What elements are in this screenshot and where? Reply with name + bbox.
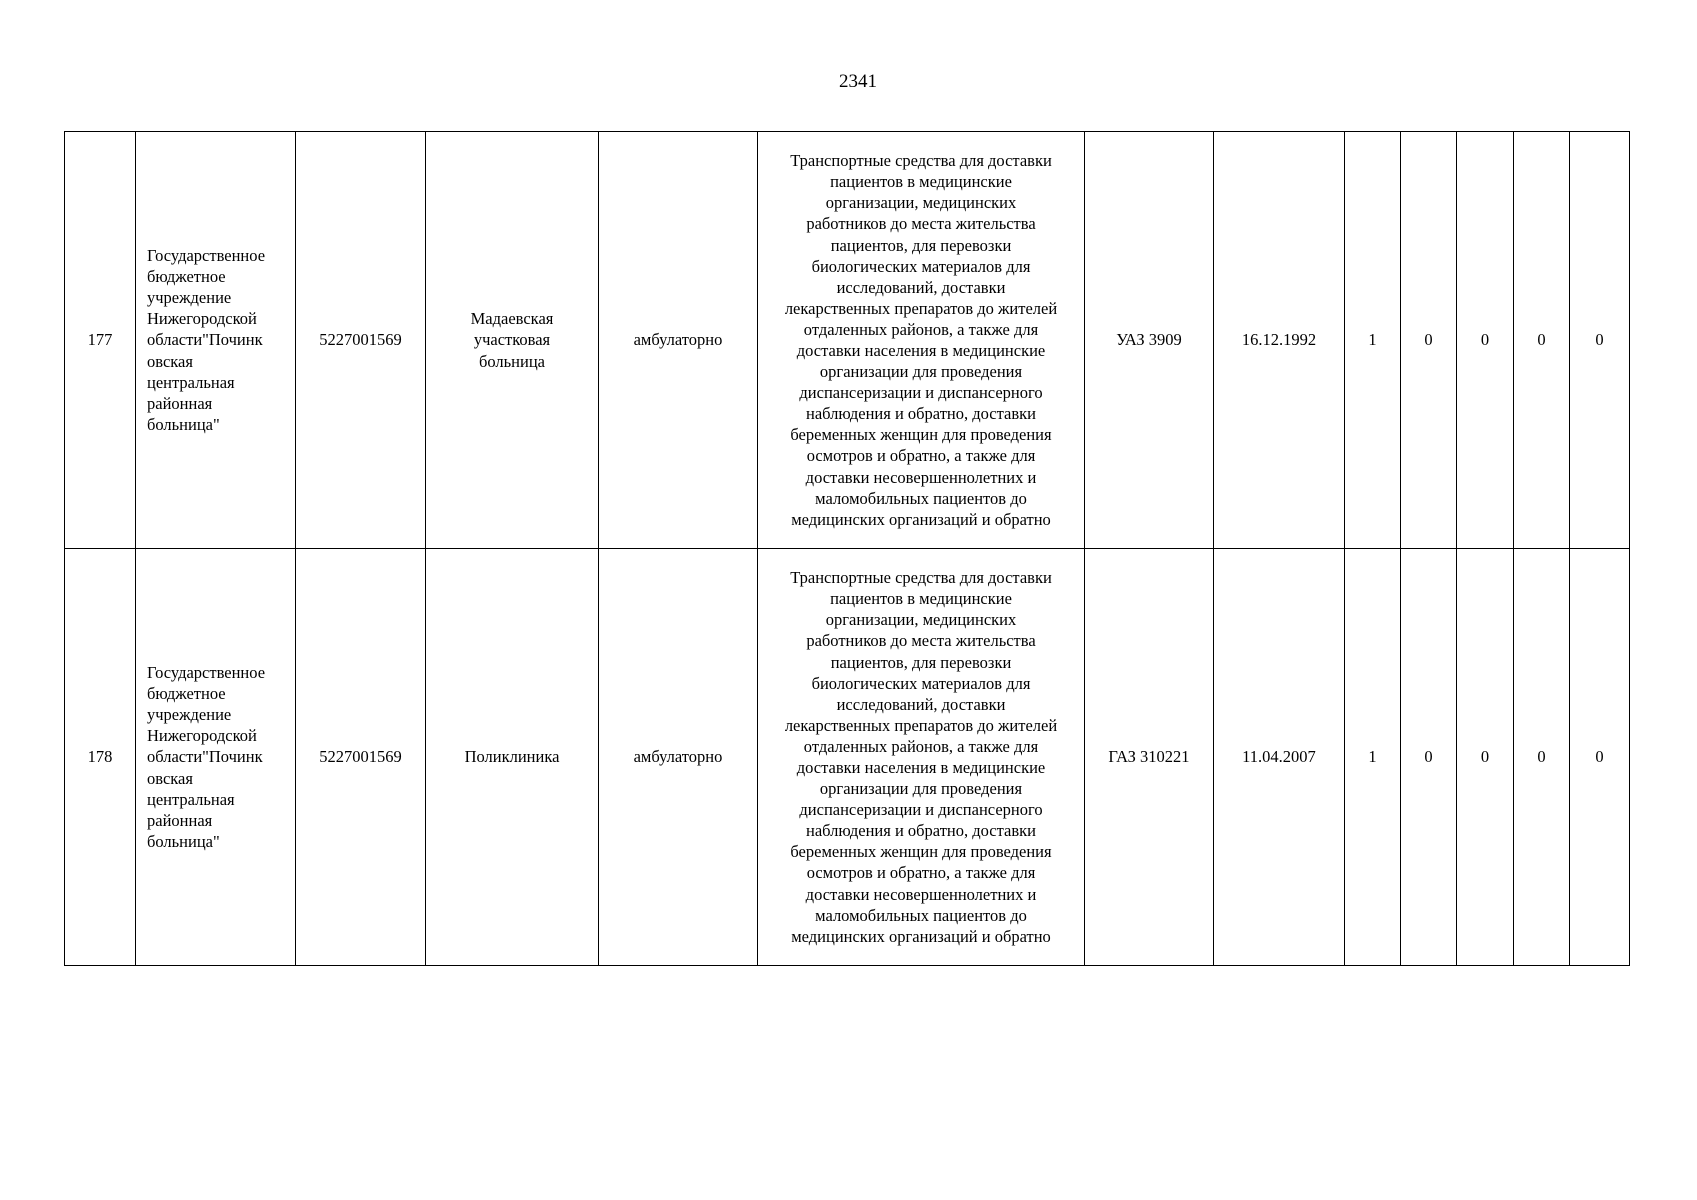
row-index-cell: 178: [65, 549, 136, 966]
purpose-line: наблюдения и обратно, доставки: [806, 404, 1036, 424]
purpose-line: беременных женщин для проведения: [790, 842, 1052, 862]
purpose-line: доставки несовершеннолетних и: [805, 467, 1037, 487]
purpose-line: отдаленных районов, а также для: [803, 736, 1039, 756]
organization-line: учреждение: [147, 705, 232, 725]
organization-line: центральная: [147, 789, 235, 809]
table-row: [65, 132, 1630, 549]
organization-line: больница": [147, 414, 220, 434]
purpose-line: доставки населения в медицинские: [796, 341, 1046, 360]
page-number: 2341: [839, 71, 877, 92]
organization-cell: [136, 549, 296, 966]
purpose-line: биологических материалов для: [811, 256, 1031, 276]
value-cell-a: 1: [1345, 132, 1401, 549]
organization-line: Нижегородской: [147, 309, 257, 329]
purpose-line: осмотров и обратно, а также для: [806, 863, 1036, 883]
organization-line: Нижегородской: [147, 726, 257, 746]
purpose-line: пациентов, для перевозки: [830, 652, 1012, 672]
organization-line: больница": [147, 831, 220, 851]
unit-cell: [426, 549, 599, 966]
purpose-line: беременных женщин для проведения: [790, 425, 1052, 445]
purpose-cell: [758, 132, 1085, 549]
purpose-line: медицинских организаций и обратно: [791, 926, 1051, 946]
organization-line: Государственное: [147, 663, 266, 683]
purpose-line: диспансеризации и диспансерного: [799, 800, 1043, 820]
data-table: [64, 131, 1630, 966]
date-cell: 11.04.2007: [1214, 549, 1345, 966]
purpose-line: организации для проведения: [819, 779, 1023, 799]
unit-cell: [426, 132, 599, 549]
date-cell: 16.12.1992: [1214, 132, 1345, 549]
organization-line: центральная: [147, 372, 235, 392]
organization-cell: [136, 132, 296, 549]
inn-cell: 5227001569: [296, 132, 426, 549]
purpose-line: осмотров и обратно, а также для: [806, 446, 1036, 466]
value-cell-a: 1: [1345, 549, 1401, 966]
care-form-cell: амбулаторно: [599, 132, 758, 549]
purpose-line: Транспортные средства для доставки: [790, 568, 1052, 588]
organization-line: Государственное: [147, 246, 266, 266]
purpose-line: лекарственных препаратов до жителей: [784, 715, 1058, 735]
organization-line: бюджетное: [147, 267, 226, 287]
table-row: [65, 549, 1630, 966]
value-cell-e: 0: [1570, 549, 1630, 966]
value-cell-d: 0: [1514, 549, 1570, 966]
purpose-line: доставки несовершеннолетних и: [805, 884, 1037, 904]
unit-line: больница: [479, 351, 545, 371]
value-cell-c: 0: [1457, 549, 1514, 966]
purpose-line: лекарственных препаратов до жителей: [784, 298, 1058, 318]
care-form-cell: амбулаторно: [599, 549, 758, 966]
unit-line: участковая: [473, 330, 551, 350]
organization-line: области"Починк: [147, 330, 263, 350]
purpose-line: маломобильных пациентов до: [815, 488, 1027, 508]
purpose-line: пациентов в медицинские: [830, 589, 1012, 609]
purpose-line: маломобильных пациентов до: [815, 905, 1027, 925]
organization-line: учреждение: [147, 288, 232, 308]
organization-line: овская: [147, 768, 193, 788]
purpose-cell: [758, 549, 1085, 966]
purpose-line: отдаленных районов, а также для: [803, 319, 1039, 339]
purpose-line: пациентов в медицинские: [830, 172, 1012, 192]
organization-line: области"Починк: [147, 747, 263, 767]
purpose-line: организации, медицинских: [825, 610, 1017, 630]
value-cell-d: 0: [1514, 132, 1570, 549]
purpose-line: работников до места жительства: [806, 631, 1036, 651]
vehicle-model-cell: УАЗ 3909: [1085, 132, 1214, 549]
value-cell-e: 0: [1570, 132, 1630, 549]
vehicle-model-cell: ГАЗ 310221: [1085, 549, 1214, 966]
unit-line: Поликлиника: [464, 747, 560, 767]
purpose-line: исследований, доставки: [836, 277, 1006, 297]
value-cell-c: 0: [1457, 132, 1514, 549]
purpose-line: работников до места жительства: [806, 214, 1036, 234]
organization-line: районная: [147, 393, 213, 413]
row-index-cell: 177: [65, 132, 136, 549]
organization-line: районная: [147, 810, 213, 830]
inn-cell: 5227001569: [296, 549, 426, 966]
purpose-line: доставки населения в медицинские: [796, 758, 1046, 777]
organization-line: овская: [147, 351, 193, 371]
purpose-line: организации для проведения: [819, 362, 1023, 382]
organization-line: бюджетное: [147, 684, 226, 704]
value-cell-b: 0: [1401, 132, 1457, 549]
purpose-line: Транспортные средства для доставки: [790, 151, 1052, 171]
purpose-line: пациентов, для перевозки: [830, 235, 1012, 255]
purpose-line: медицинских организаций и обратно: [791, 509, 1051, 529]
purpose-line: организации, медицинских: [825, 193, 1017, 213]
purpose-line: наблюдения и обратно, доставки: [806, 821, 1036, 841]
purpose-line: исследований, доставки: [836, 694, 1006, 714]
value-cell-b: 0: [1401, 549, 1457, 966]
unit-line: Мадаевская: [470, 309, 554, 329]
purpose-line: биологических материалов для: [811, 673, 1031, 693]
purpose-line: диспансеризации и диспансерного: [799, 383, 1043, 403]
